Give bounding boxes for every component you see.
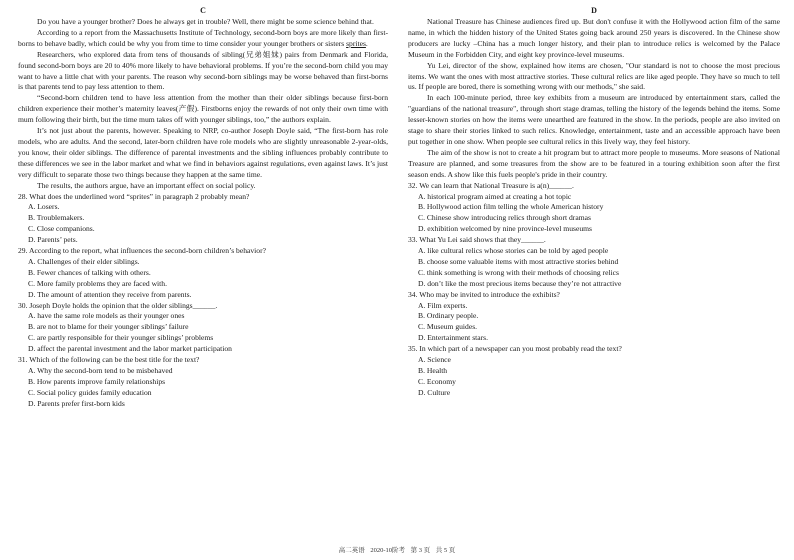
question-33 (408, 235, 780, 290)
option-d: D. Entertainment stars. (418, 333, 489, 343)
passage-c-paragraph-2: According to a report from the Massachusetts Institute of Technology, second-born boys are more likely than first-borns to behave badly, which could be why you from time to time consider your younger brothers or sisters sprites. (18, 27, 388, 48)
passage-d-heading: D (591, 6, 597, 15)
page-footer (0, 545, 794, 554)
passage-c-paragraph-1: Do you have a younger brother? Does he always get in trouble? Well, there might be some science behind that. (37, 17, 374, 26)
option-c: C. Chinese show introducing relics through short dramas (418, 213, 591, 223)
question-stem: 28. What does the underlined word “sprites” in paragraph 2 probably mean? (18, 191, 250, 201)
passage-c-paragraph-4: “Second-born children tend to have less attention from the mother than their older siblings because first-born children experience their mother’s maternity leaves(产假). Firstborns enjoy the rewards of not only their own time with mum following their birth, but the time mum takes off with younger siblings, too,” the authors explain. (18, 93, 388, 125)
question-stem: 32. We can learn that National Treasure is a(n)______. (408, 180, 574, 190)
option-b: B. Fewer chances of talking with others. (28, 267, 151, 277)
option-d: D. Parents’ pets. (28, 235, 78, 245)
question-stem: 30. Joseph Doyle holds the opinion that the older siblings______. (18, 300, 218, 310)
question-35 (408, 344, 780, 399)
passage-c-paragraph-5: It’s not just about the parents, however. Speaking to NRP, co-author Joseph Doyle said, “The first-born has role models, who are adults. And the second, later-born children have role models who are slightly unreasonable 2-year-olds, you know, their older siblings. The difference of parental investments and the sibling influences probably contribute to these differences we see in the labor market and what we find in behaviors against regulations, even against laws. It’s just very difficult to separate those two things because they happen at the same time. (18, 126, 388, 179)
passage-d-paragraph-1: National Treasure has Chinese audiences fired up. But don't confuse it with the Hollywood action film of the same name, in which the hidden history of the United States going back around 250 years is discovered. In the Chinese show producers are lucky –China has a much longer history, and their plan to introduce relics is welcomed by the Palace Museum in the Forbidden City, and eight key province-level museums. (408, 17, 780, 59)
option-a: A. Film experts. (418, 300, 468, 310)
option-a: A. like cultural relics whose stories can be told by aged people (418, 246, 609, 256)
option-b: B. choose some valuable items with most attractive stories behind (418, 256, 619, 266)
option-a: A. Why the second-born tend to be misbehaved (28, 366, 173, 375)
footer-page: 第 3 页 (410, 547, 431, 554)
passage-d-paragraph-2: Yu Lei, director of the show, explained how items are chosen, "Our standard is not to choose the most precious items. We want the ones with most attractive stories. These cultural relics are like aged people. They have so much to tell us. If people are bored, there is something wrong with our methods," she said. (408, 60, 780, 92)
option-c: C. Economy (418, 376, 456, 386)
option-c: C. think something is wrong with their methods of choosing relics (418, 267, 620, 277)
question-32 (408, 181, 780, 236)
option-a: A. Losers. (28, 202, 60, 212)
option-d: D. Parents prefer first-born kids (28, 398, 125, 408)
option-a: A. have the same role models as their younger ones (28, 311, 185, 321)
option-c: C. Museum guides. (418, 322, 478, 332)
question-28 (18, 192, 388, 247)
passage-d-paragraph-3: In each 100-minute period, three key exhibits from a museum are introduced by entertainment stars, called the "guardians of the national treasure", through short stage dramas, telling the history of the legends behind the items. Some lesser-known stories on how the items were unearthed are featured in the show. In the periods, people are also invited on stage to share their stories linked to such relics. Knowledge, entertainment, taste and an accessible approach have been put together in one show. When people see cultural relics in this lively way, they feel history. (408, 93, 780, 146)
question-stem: 35. In which part of a newspaper can you most probably read the text? (408, 344, 622, 354)
option-c: C. are partly responsible for their younger siblings’ problems (28, 333, 214, 343)
option-b: B. How parents improve family relationships (28, 376, 166, 386)
passage-c-paragraph-6: The results, the authors argue, have an important effect on social policy. (37, 180, 256, 190)
footer-total: 共 5 页 (435, 547, 456, 554)
passage-d-paragraph-4: The aim of the show is not to create a hit program but to attract more people to museums. More seasons of National Treasure are planned, and some treasures from the show are to be featured in a touring exhibition soon after the first season ends. A show like this fuels people's pride in their country. (408, 147, 780, 179)
option-a: A. Challenges of their elder siblings. (28, 256, 140, 266)
option-b: B. Health (418, 366, 448, 375)
footer-course: 高二英语 (338, 547, 365, 554)
passage-c-column (18, 6, 388, 410)
passage-c-paragraph-3: Researchers, who explored data from tens of thousands of sibling(兄弟姐妹) pairs from Denmark and Florida, found second-born boys are 20 to 40% more likely to have behavioral problems. If you’re the second-born child you may want to have a little chat with your parents. The reason why second-born siblings may be worse behaved than first-borns is that parents tend to pay less attention to them. (18, 49, 388, 92)
question-stem: 33. What Yu Lei said shows that they______. (408, 235, 546, 245)
option-a: A. historical program aimed at creating a hot topic (418, 191, 572, 201)
question-29 (18, 246, 388, 301)
passage-d-column (408, 6, 780, 399)
underlined-word-sprites: sprites (346, 38, 366, 48)
question-30 (18, 301, 388, 356)
question-stem: 34. Who may be invited to introduce the exhibits? (408, 289, 560, 299)
question-34 (408, 290, 780, 345)
option-d: D. The amount of attention they receive from parents. (28, 289, 192, 299)
option-b: B. Ordinary people. (418, 311, 479, 321)
question-stem: 29. According to the report, what influences the second-born children’s behavior? (18, 246, 266, 256)
option-d: D. don’t like the most precious items because they’re not attractive (418, 278, 622, 288)
option-c: C. Social policy guides family education (28, 387, 152, 397)
option-d: D. exhibition welcomed by nine province-level museums (418, 224, 592, 234)
option-d: D. Culture (418, 387, 451, 397)
option-b: B. are not to blame for their younger siblings’ failure (28, 322, 189, 332)
option-d: D. affect the parental investment and the labor market participation (28, 344, 232, 354)
option-b: B. Troublemakers. (28, 213, 85, 223)
option-c: C. Close companions. (28, 224, 95, 234)
option-b: B. Hollywood action film telling the whole American history (418, 202, 604, 212)
option-c: C. More family problems they are faced with. (28, 278, 167, 288)
question-stem: 31. Which of the following can be the best title for the text? (18, 355, 200, 365)
option-a: A. Science (418, 355, 451, 365)
footer-exam: 2020-10阶考 (370, 547, 406, 554)
question-31 (18, 355, 388, 410)
passage-c-heading: C (200, 6, 206, 15)
